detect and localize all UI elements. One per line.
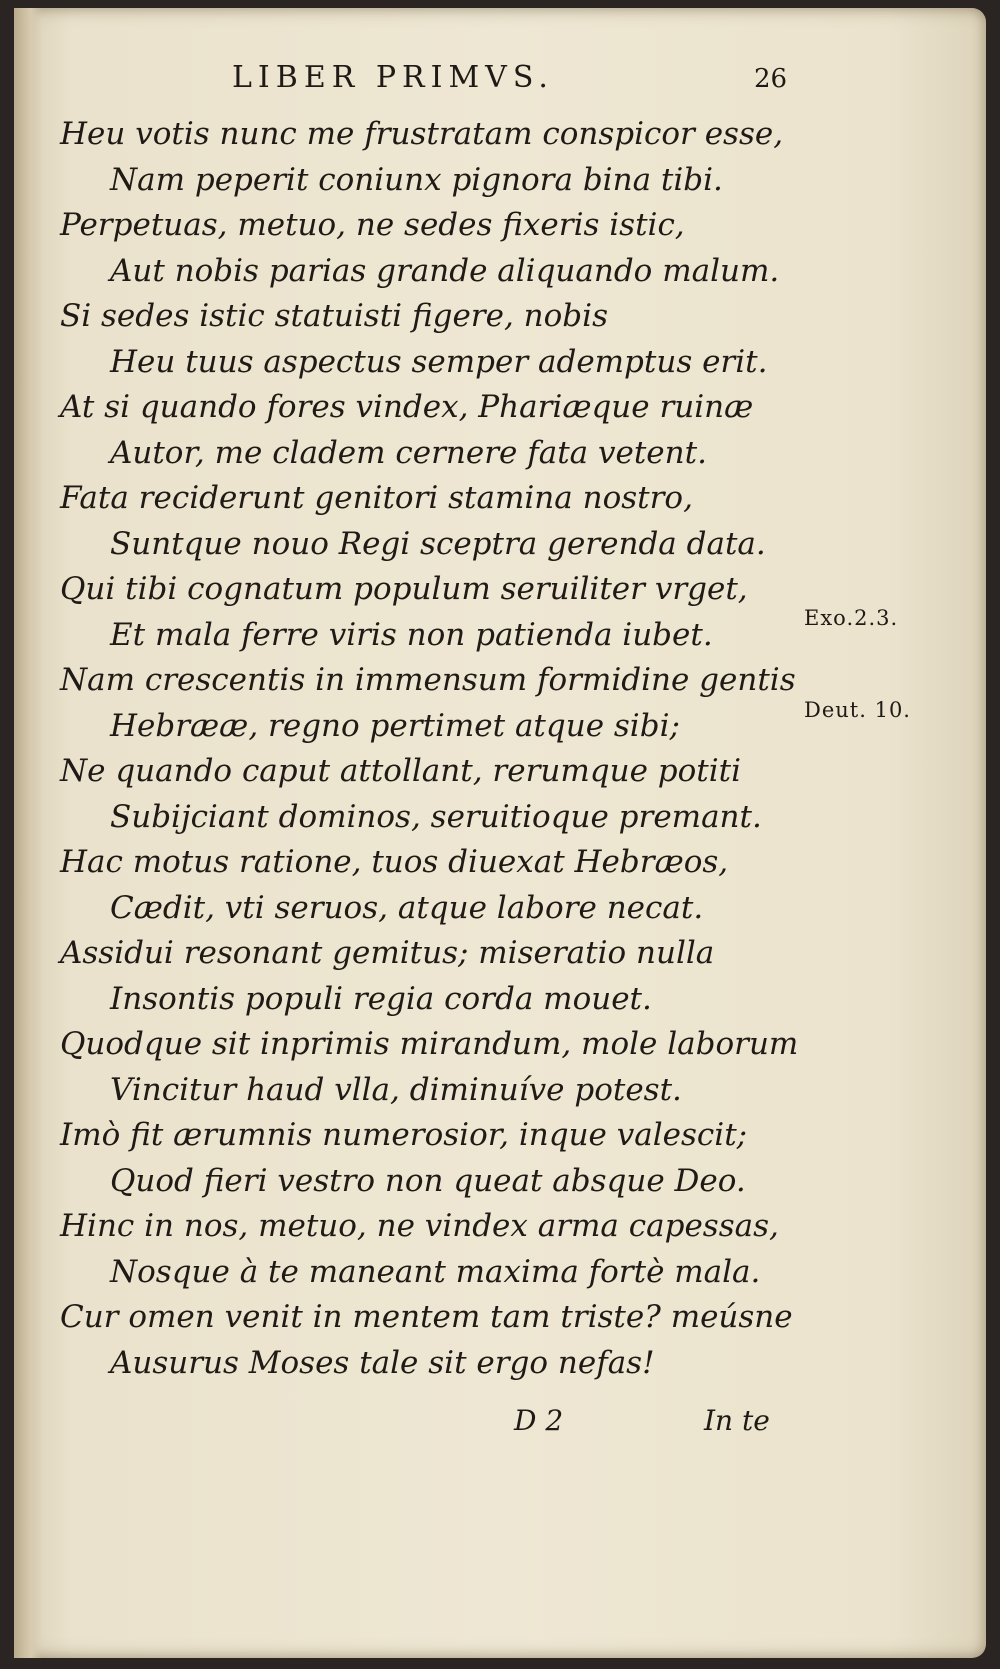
- verse-line: Ne quando caput attollant, rerumque potiti: [60, 753, 742, 789]
- verse-line: Nosque à te maneant maxima fortè mala.: [110, 1253, 761, 1290]
- margin-note-exodus: Exo.2.3.: [804, 606, 899, 630]
- verse-line: Hac motus ratione, tuos diuexat Hebræos,: [60, 844, 729, 880]
- verse-line: At si quando fores vindex, Phariæque ruinæ: [60, 389, 754, 425]
- verse-line: Hinc in nos, metuo, ne vindex arma capessas,: [60, 1208, 779, 1244]
- verse-line: Quod fieri vestro non queat absque Deo.: [110, 1162, 746, 1199]
- book-page: [14, 8, 986, 1658]
- verse-line: Ausurus Moses tale sit ergo nefas!: [110, 1344, 655, 1381]
- margin-note-deuteronomy: Deut. 10.: [804, 698, 911, 722]
- verse-line: Nam crescentis in immensum formidine gentis: [60, 662, 796, 698]
- verse-line: Nam peperit coniunx pignora bina tibi.: [110, 161, 723, 198]
- verse-line: Heu tuus aspectus semper ademptus erit.: [110, 343, 768, 380]
- verse-line: Assidui resonant gemitus; miseratio nulla: [60, 935, 715, 971]
- verse-line: Aut nobis parias grande aliquando malum.: [110, 252, 780, 289]
- verse-line: Fata reciderunt genitori stamina nostro,: [60, 480, 693, 516]
- verse-line: Quodque sit inprimis mirandum, mole laborum: [60, 1026, 799, 1062]
- running-header: LIBER PRIMVS.: [232, 60, 554, 95]
- verse-line: Insontis populi regia corda mouet.: [110, 980, 652, 1017]
- verse-line: Cur omen venit in mentem tam triste? meúsne: [60, 1299, 793, 1335]
- verse-line: Perpetuas, metuo, ne sedes fixeris istic,: [60, 207, 685, 243]
- verse-line: Et mala ferre viris non patienda iubet.: [110, 616, 713, 653]
- catchword: In te: [704, 1404, 770, 1437]
- page-binding-edge: [14, 8, 42, 1658]
- signature-mark: D 2: [514, 1404, 564, 1437]
- verse-line: Heu votis nunc me frustratam conspicor esse,: [60, 116, 784, 152]
- verse-line: Imò fit ærumnis numerosior, inque valescit;: [60, 1117, 748, 1153]
- verse-line: Subijciant dominos, seruitioque premant.: [110, 798, 762, 835]
- verse-text: [60, 112, 799, 1386]
- verse-line: Suntque nouo Regi sceptra gerenda data.: [110, 525, 766, 562]
- verse-line: Vincitur haud vlla, diminuíve potest.: [110, 1071, 682, 1108]
- verse-line: Qui tibi cognatum populum seruiliter vrget,: [60, 571, 748, 607]
- verse-line: Hebrææ, regno pertimet atque sibi;: [110, 707, 680, 744]
- verse-line: Cædit, vti seruos, atque labore necat.: [110, 889, 704, 926]
- verse-line: Autor, me cladem cernere fata vetent.: [110, 434, 707, 471]
- verse-line: Si sedes istic statuisti figere, nobis: [60, 298, 608, 334]
- page-number: 26: [754, 64, 788, 94]
